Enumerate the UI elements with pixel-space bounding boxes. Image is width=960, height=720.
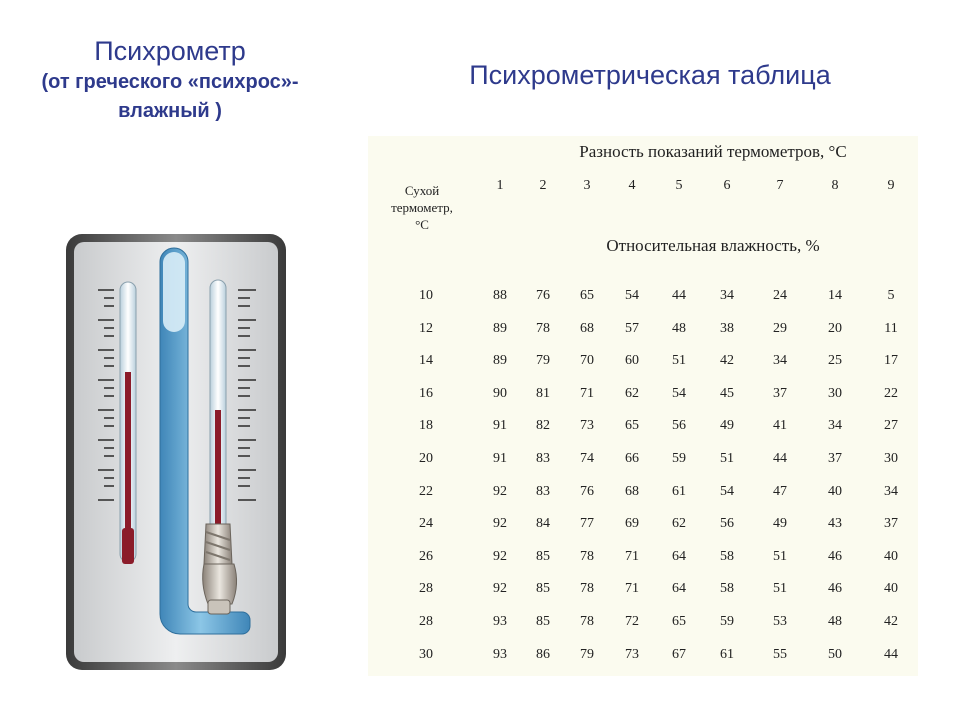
- humidity-cell: 86: [536, 646, 550, 662]
- humidity-cell: 93: [493, 646, 507, 662]
- humidity-cell: 93: [493, 613, 507, 629]
- dry-temperature-cell: 26: [419, 548, 433, 564]
- humidity-cell: 68: [580, 320, 594, 336]
- humidity-cell: 50: [828, 646, 842, 662]
- humidity-cell: 37: [884, 516, 898, 532]
- humidity-cell: 17: [884, 353, 898, 369]
- humidity-cell: 91: [493, 418, 507, 434]
- humidity-cell: 44: [773, 450, 787, 466]
- column-header: 8: [831, 178, 839, 193]
- dry-temperature-cell: 14: [419, 353, 433, 369]
- column-header: 7: [776, 178, 784, 193]
- humidity-cell: 46: [828, 548, 842, 564]
- humidity-cell: 62: [672, 516, 686, 532]
- table-row: [368, 579, 918, 612]
- humidity-cell: 92: [493, 483, 507, 499]
- humidity-cell: 68: [625, 483, 639, 499]
- column-header: 3: [583, 178, 591, 193]
- humidity-cell: 91: [493, 450, 507, 466]
- humidity-cell: 85: [536, 613, 550, 629]
- humidity-cell: 40: [828, 483, 842, 499]
- humidity-cell: 82: [536, 418, 550, 434]
- title-main: Психрометр: [94, 36, 246, 66]
- humidity-cell: 51: [773, 581, 787, 597]
- header-humidity: Относительная влажность, %: [606, 236, 820, 255]
- header-dry-line: термометр,: [391, 200, 453, 215]
- humidity-cell: 92: [493, 581, 507, 597]
- humidity-cell: 56: [672, 418, 686, 434]
- humidity-cell: 90: [493, 385, 507, 401]
- humidity-cell: 48: [828, 613, 842, 629]
- table-row: [368, 449, 918, 482]
- humidity-cell: 69: [625, 516, 639, 532]
- humidity-cell: 64: [672, 548, 686, 564]
- dry-temperature-cell: 24: [419, 516, 433, 532]
- humidity-cell: 78: [580, 613, 594, 629]
- title-sub-line-2: влажный ): [118, 100, 222, 122]
- humidity-cell: 65: [625, 418, 639, 434]
- column-header: 4: [628, 178, 636, 193]
- humidity-cell: 46: [828, 581, 842, 597]
- dry-temperature-cell: 28: [419, 581, 433, 597]
- humidity-cell: 58: [720, 581, 734, 597]
- column-header: 6: [723, 178, 731, 193]
- humidity-cell: 51: [773, 548, 787, 564]
- humidity-cell: 40: [884, 548, 898, 564]
- humidity-cell: 34: [773, 353, 787, 369]
- dry-temperature-cell: 20: [419, 450, 433, 466]
- psychrometer-illustration: [64, 232, 288, 672]
- humidity-cell: 72: [625, 613, 639, 629]
- humidity-cell: 22: [884, 385, 898, 401]
- humidity-cell: 89: [493, 320, 507, 336]
- humidity-cell: 62: [625, 385, 639, 401]
- column-header: 9: [887, 178, 895, 193]
- humidity-cell: 14: [828, 288, 842, 303]
- humidity-cell: 55: [773, 646, 787, 662]
- humidity-cell: 92: [493, 548, 507, 564]
- humidity-cell: 78: [536, 320, 550, 336]
- humidity-cell: 42: [884, 613, 898, 629]
- wet-thermometer: [210, 280, 226, 540]
- humidity-cell: 76: [580, 483, 594, 499]
- humidity-cell: 73: [580, 418, 594, 434]
- humidity-cell: 27: [884, 418, 898, 434]
- humidity-cell: 54: [672, 385, 686, 401]
- dry-temperature-cell: 16: [419, 385, 433, 401]
- column-header: 1: [496, 178, 504, 193]
- humidity-cell: 84: [536, 516, 550, 532]
- humidity-cell: 24: [773, 288, 787, 303]
- dry-temperature-cell: 28: [419, 613, 433, 629]
- humidity-cell: 71: [580, 385, 594, 401]
- humidity-cell: 79: [580, 646, 594, 662]
- humidity-cell: 30: [828, 385, 842, 401]
- table-row: [368, 319, 918, 352]
- humidity-cell: 34: [828, 418, 842, 434]
- humidity-cell: 60: [625, 353, 639, 369]
- header-difference: Разность показаний термометров, °С: [579, 142, 847, 161]
- column-header: 5: [675, 178, 683, 193]
- humidity-cell: 51: [672, 353, 686, 369]
- humidity-cell: 92: [493, 516, 507, 532]
- humidity-cell: 78: [580, 548, 594, 564]
- psychrometer-title: [0, 34, 340, 126]
- table-row: [368, 351, 918, 384]
- humidity-cell: 34: [884, 483, 898, 499]
- humidity-cell: 20: [828, 320, 842, 336]
- humidity-cell: 54: [720, 483, 734, 499]
- humidity-cell: 64: [672, 581, 686, 597]
- humidity-cell: 79: [536, 353, 550, 369]
- humidity-cell: 58: [720, 548, 734, 564]
- humidity-cell: 66: [625, 450, 639, 466]
- humidity-cell: 44: [672, 288, 686, 303]
- humidity-cell: 42: [720, 353, 734, 369]
- humidity-cell: 85: [536, 581, 550, 597]
- table-row: [368, 612, 918, 645]
- table-row: [368, 384, 918, 417]
- dry-temperature-cell: 18: [419, 418, 433, 434]
- table-body: [368, 286, 918, 677]
- table-row: [368, 547, 918, 580]
- humidity-cell: 51: [720, 450, 734, 466]
- humidity-cell: 43: [828, 516, 842, 532]
- humidity-cell: 47: [773, 483, 787, 499]
- humidity-cell: 40: [884, 581, 898, 597]
- humidity-cell: 37: [828, 450, 842, 466]
- humidity-cell: 54: [625, 288, 639, 303]
- humidity-cell: 61: [720, 646, 734, 662]
- column-header: 2: [539, 178, 547, 193]
- humidity-cell: 5: [887, 288, 895, 303]
- humidity-cell: 65: [672, 613, 686, 629]
- table-row: [368, 645, 918, 678]
- humidity-cell: 45: [720, 385, 734, 401]
- humidity-cell: 61: [672, 483, 686, 499]
- humidity-cell: 49: [773, 516, 787, 532]
- humidity-cell: 70: [580, 353, 594, 369]
- title-sub-line-1: (от греческого «психрос»-: [41, 71, 299, 93]
- header-dry-thermometer: [368, 182, 476, 233]
- table-row: [368, 514, 918, 547]
- humidity-cell: 71: [625, 548, 639, 564]
- humidity-cell: 83: [536, 450, 550, 466]
- dry-temperature-cell: 12: [419, 320, 433, 336]
- humidity-cell: 25: [828, 353, 842, 369]
- humidity-cell: 48: [672, 320, 686, 336]
- table-row: [368, 286, 918, 319]
- humidity-cell: 11: [884, 320, 898, 336]
- humidity-cell: 77: [580, 516, 594, 532]
- humidity-cell: 53: [773, 613, 787, 629]
- humidity-cell: 30: [884, 450, 898, 466]
- humidity-cell: 34: [720, 288, 734, 303]
- humidity-cell: 59: [672, 450, 686, 466]
- humidity-cell: 49: [720, 418, 734, 434]
- humidity-cell: 44: [884, 646, 898, 662]
- table-row: [368, 482, 918, 515]
- humidity-cell: 81: [536, 385, 550, 401]
- humidity-cell: 59: [720, 613, 734, 629]
- humidity-cell: 83: [536, 483, 550, 499]
- humidity-cell: 85: [536, 548, 550, 564]
- dry-temperature-cell: 30: [419, 646, 433, 662]
- humidity-cell: 41: [773, 418, 787, 434]
- table-row: [368, 416, 918, 449]
- dry-thermometer: [120, 282, 136, 564]
- dry-temperature-cell: 10: [419, 288, 433, 303]
- humidity-cell: 88: [493, 288, 507, 303]
- humidity-cell: 76: [536, 288, 550, 303]
- humidity-cell: 67: [672, 646, 686, 662]
- header-dry-line: °С: [415, 217, 429, 232]
- humidity-cell: 37: [773, 385, 787, 401]
- humidity-cell: 74: [580, 450, 594, 466]
- humidity-cell: 73: [625, 646, 639, 662]
- humidity-cell: 78: [580, 581, 594, 597]
- humidity-cell: 65: [580, 288, 594, 303]
- humidity-cell: 56: [720, 516, 734, 532]
- humidity-cell: 89: [493, 353, 507, 369]
- humidity-cell: 71: [625, 581, 639, 597]
- psychrometric-table: [368, 136, 918, 676]
- table-title: Психрометрическая таблица: [469, 60, 831, 90]
- humidity-cell: 38: [720, 320, 734, 336]
- humidity-cell: 57: [625, 320, 639, 336]
- dry-temperature-cell: 22: [419, 483, 433, 499]
- humidity-cell: 29: [773, 320, 787, 336]
- header-dry-line: Сухой: [404, 183, 440, 198]
